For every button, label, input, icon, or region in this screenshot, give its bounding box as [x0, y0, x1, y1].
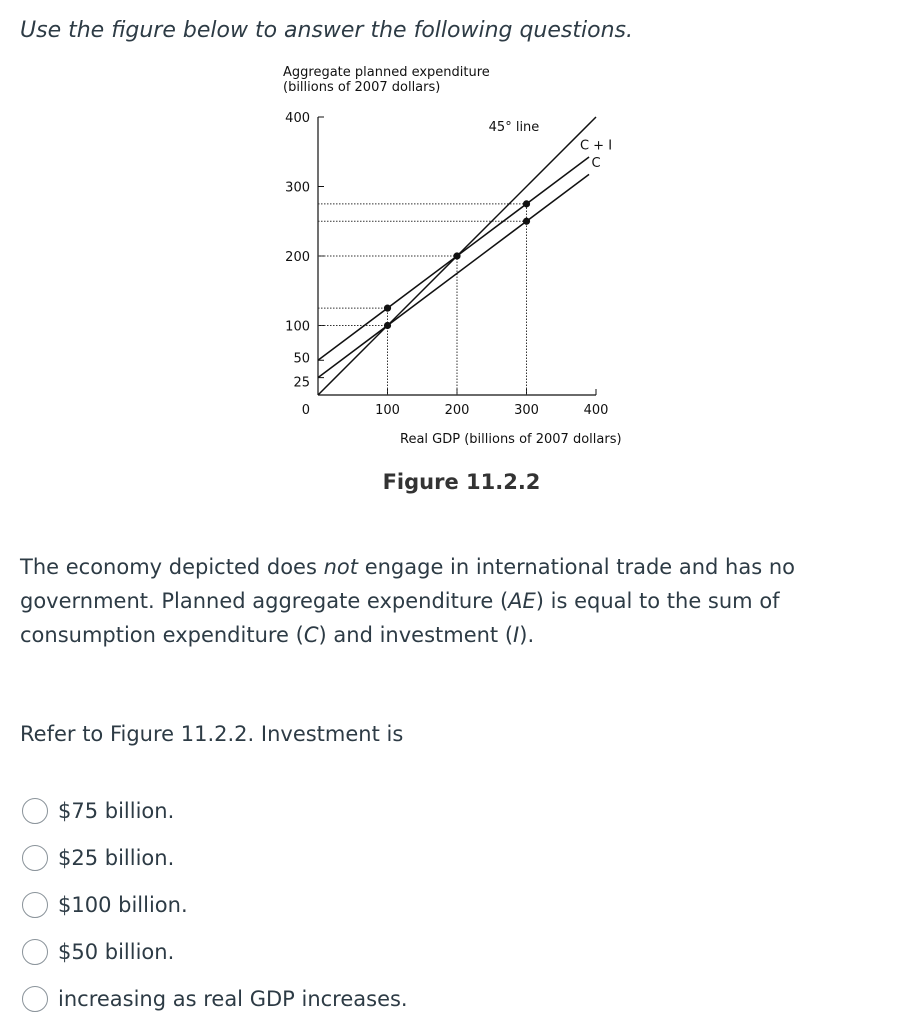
y-tick-label: 300: [285, 180, 310, 196]
symbol-i: I: [513, 623, 520, 647]
answer-options: [22, 787, 408, 1022]
symbol-c: C: [303, 623, 319, 647]
option-label: $100 billion.: [58, 892, 188, 917]
figure-caption: Figure 11.2.2: [382, 470, 541, 494]
figure-chart: [260, 55, 660, 455]
answer-option[interactable]: [22, 834, 408, 881]
y-tick-label: 0: [301, 403, 310, 418]
x-axis-label: Real GDP (billions of 2007 dollars): [400, 432, 622, 447]
context-paragraph: The economy depicted does not engage in international trade and has no government. Planned aggregate expenditure (AE) is equal to the sum of consumption expenditure (C) and investment (I).: [20, 555, 796, 647]
answer-option[interactable]: [22, 881, 408, 928]
option-label: $75 billion.: [58, 798, 175, 823]
y-axis-label-line2: (billions of 2007 dollars): [283, 80, 441, 95]
option-label: $25 billion.: [58, 845, 175, 870]
x-tick-label: 400: [583, 403, 609, 418]
y-tick-label: 400: [285, 111, 310, 126]
line-c: [318, 174, 589, 377]
radio-button[interactable]: [22, 892, 48, 918]
answer-option[interactable]: [22, 787, 408, 834]
label-45-degree-line: 45° line: [488, 119, 540, 135]
emphasis-not: not: [323, 555, 359, 579]
y-axis-label-line1: Aggregate planned expenditure: [283, 65, 490, 80]
radio-button[interactable]: [22, 986, 48, 1012]
x-tick-label: 300: [514, 403, 539, 418]
answer-option[interactable]: [22, 975, 408, 1022]
data-point: [523, 200, 530, 207]
radio-button[interactable]: [22, 845, 48, 871]
instructions: Use the figure below to answer the following questions.: [20, 18, 633, 43]
data-point: [523, 218, 530, 225]
y-tick-label: 50: [293, 351, 310, 367]
option-label: increasing as real GDP increases.: [58, 986, 408, 1011]
data-point: [384, 305, 391, 312]
y-tick-label: 100: [285, 319, 310, 335]
symbol-ae: AE: [508, 589, 536, 613]
radio-button[interactable]: [22, 798, 48, 824]
question-text: Refer to Figure 11.2.2. Investment is: [20, 722, 404, 746]
y-tick-label: 200: [285, 250, 310, 265]
radio-button[interactable]: [22, 939, 48, 965]
y-tick-label: 25: [293, 375, 310, 391]
line-c-plus-i: [318, 157, 589, 360]
label-c: C: [591, 156, 601, 172]
answer-option[interactable]: [22, 928, 408, 975]
label-c-plus-i: C + I: [579, 138, 613, 154]
data-point: [453, 252, 460, 259]
x-tick-label: 200: [444, 403, 470, 418]
x-tick-label: 100: [375, 403, 400, 418]
data-point: [384, 322, 391, 329]
option-label: $50 billion.: [58, 939, 175, 964]
